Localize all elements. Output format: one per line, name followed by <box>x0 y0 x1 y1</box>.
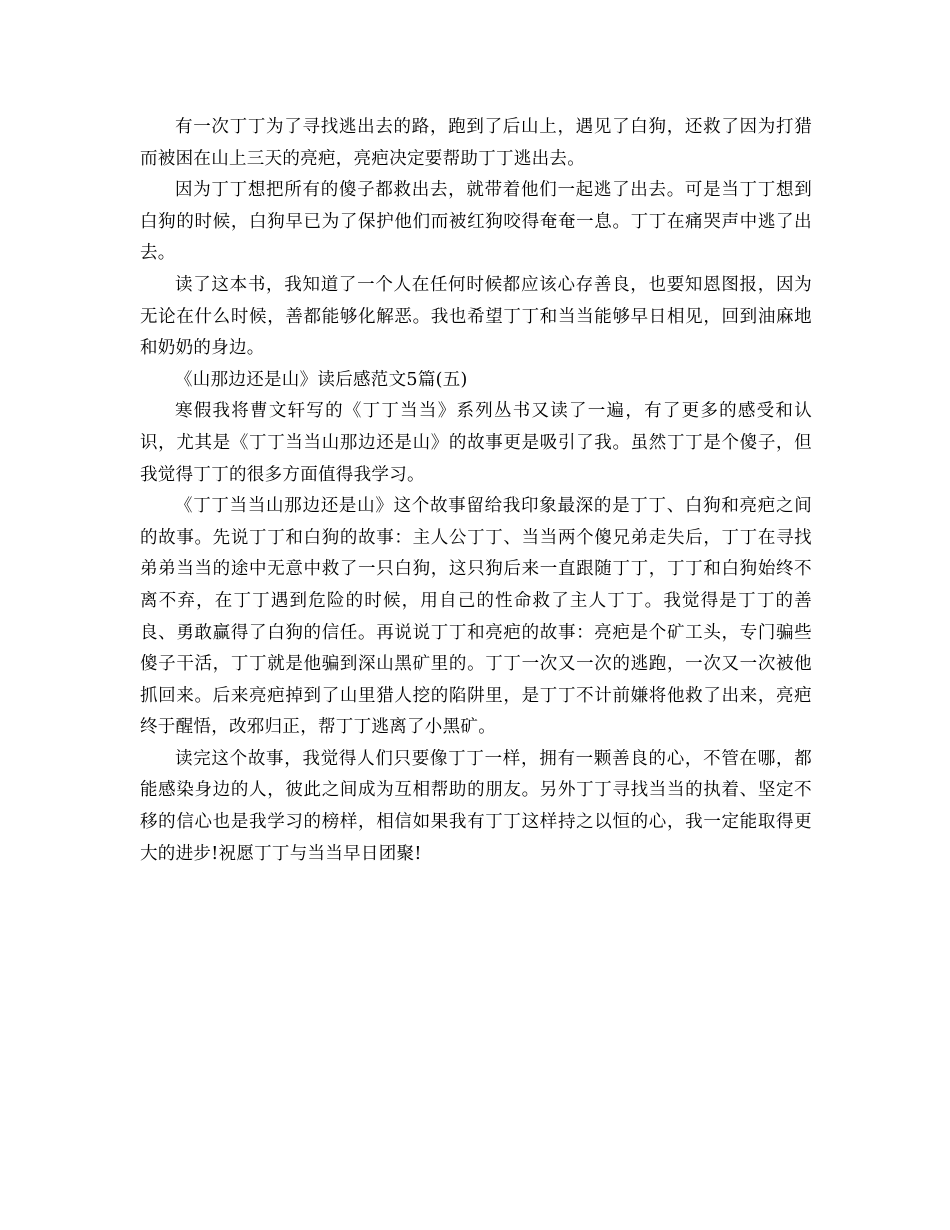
paragraph-escape: 因为丁丁想把所有的傻子都救出去，就带着他们一起逃了出去。可是当丁丁想到白狗的时候，白狗早已为了保护他们而被红狗咬得奄奄一息。丁丁在痛哭声中逃了出去。 <box>140 180 812 264</box>
section-heading: 《山那边还是山》读后感范文5篇(五) <box>175 369 468 390</box>
paragraph-story-summary: 《丁丁当当山那边还是山》这个故事留给我印象最深的是丁丁、白狗和亮疤之间的故事。先说丁丁和白狗的故事：主人公丁丁、当当两个傻兄弟走失后，丁丁在寻找弟弟当当的途中无意中救了一只白狗，这只狗后来一直跟随丁丁，丁丁和白狗始终不离不弃，在丁丁遇到危险的时候，用自己的性命救了主人丁丁。我觉得是丁丁的善良、勇敢赢得了白狗的信任。再说说丁丁和亮疤的故事：亮疤是个矿工头，专门骗些傻子干活，丁丁就是他骗到深山黑矿里的。丁丁一次又一次的逃跑，一次又一次被他抓回来。后来亮疤掉到了山里猎人挖的陷阱里，是丁丁不计前嫌将他救了出来，亮疤终于醒悟，改邪归正，帮丁丁逃离了小黑矿。 <box>140 496 812 738</box>
paragraph-reflection: 读了这本书，我知道了一个人在任何时候都应该心存善良，也要知恩图报，因为无论在什么时候，善都能够化解恶。我也希望丁丁和当当能够早日相见，回到油麻地和奶奶的身边。 <box>140 274 812 359</box>
document-body <box>140 112 812 870</box>
paragraph-winter-reading: 寒假我将曹文轩写的《丁丁当当》系列丛书又读了一遍，有了更多的感受和认识，尤其是《丁丁当当山那边还是山》的故事更是吸引了我。虽然丁丁是个傻子，但我觉得丁丁的很多方面值得我学习。 <box>140 401 812 485</box>
paragraph-rescue-liangba: 有一次丁丁为了寻找逃出去的路，跑到了后山上，遇见了白狗，还救了因为打猎而被困在山上三天的亮疤，亮疤决定要帮助丁丁逃出去。 <box>140 117 812 169</box>
paragraph-conclusion: 读完这个故事，我觉得人们只要像丁丁一样，拥有一颗善良的心，不管在哪，都能感染身边的人，彼此之间成为互相帮助的朋友。另外丁丁寻找当当的执着、坚定不移的信心也是我学习的榜样，相信如果我有丁丁这样持之以恒的心，我一定能取得更大的进步!祝愿丁丁与当当早日团聚! <box>140 748 812 864</box>
